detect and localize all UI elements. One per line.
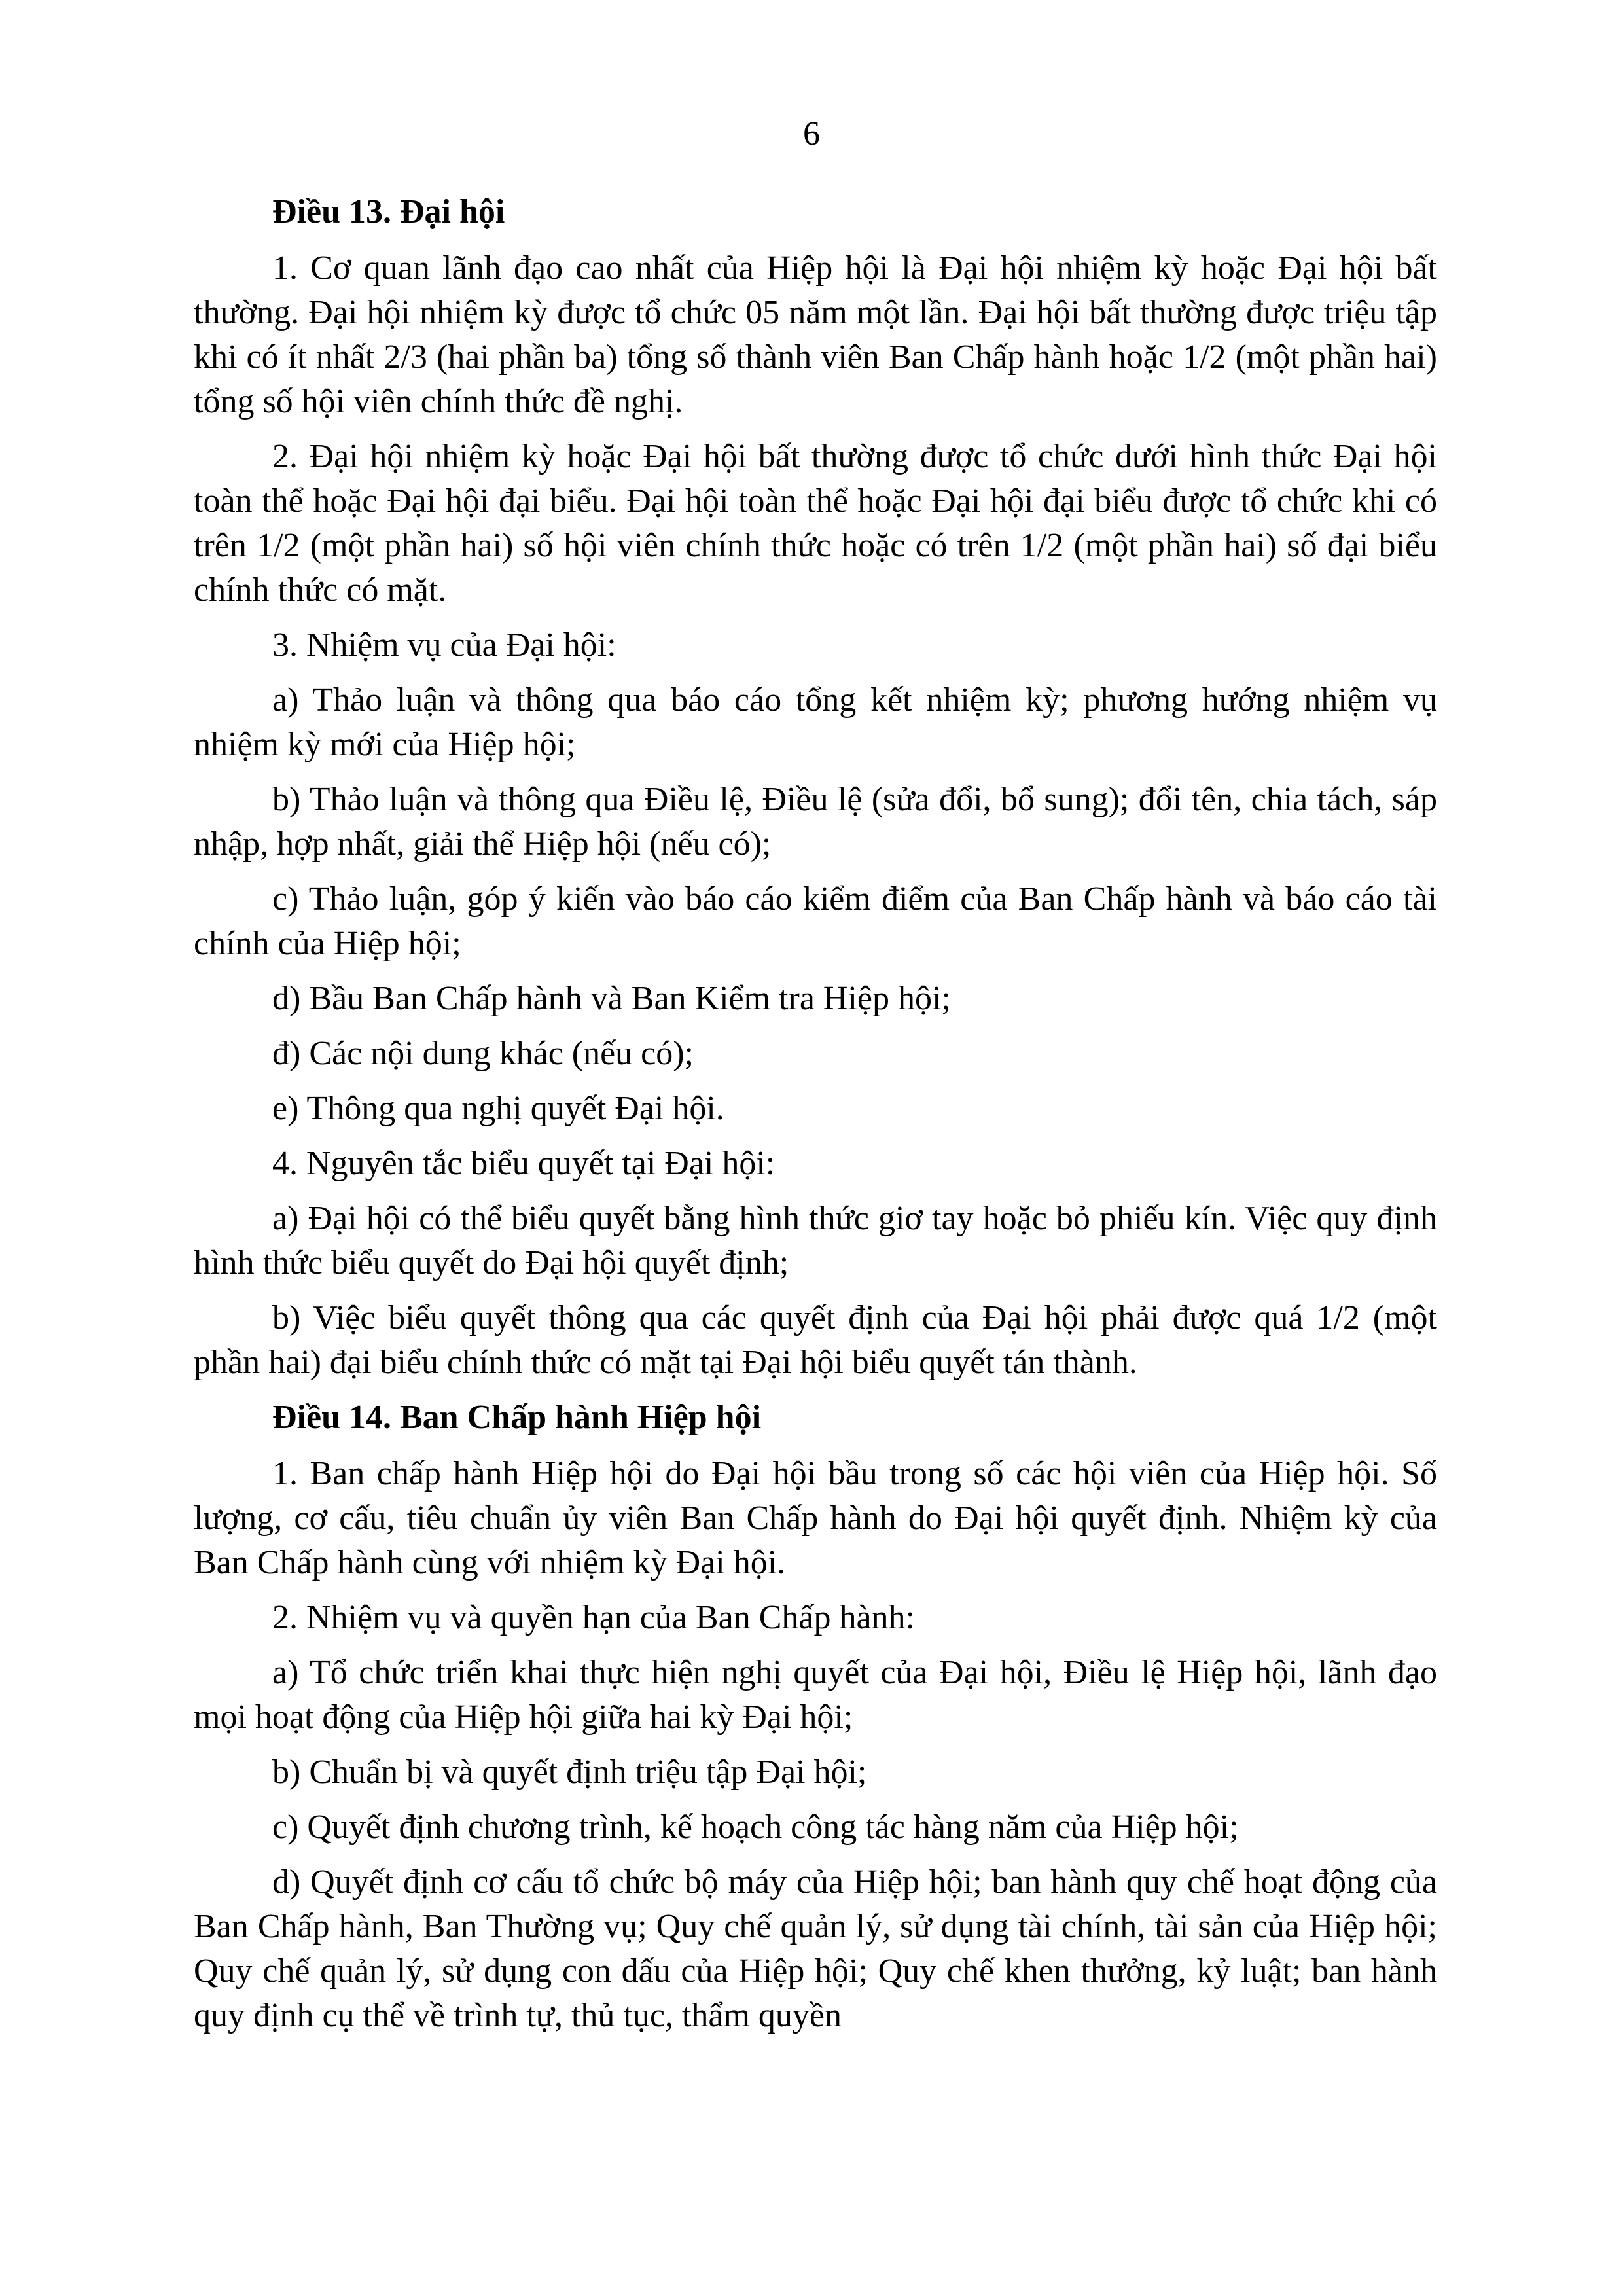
- paragraph: 1. Ban chấp hành Hiệp hội do Đại hội bầu trong số các hội viên của Hiệp hội. Số lượng, cơ cấu, tiêu chuẩn ủy viên Ban Chấp hành do Đại hội quyết định. Nhiệm kỳ của Ban Chấp hành cùng với nhiệm kỳ Đại hội.: [194, 1455, 1437, 1581]
- paragraph: a) Thảo luận và thông qua báo cáo tổng kết nhiệm kỳ; phương hướng nhiệm vụ nhiệm kỳ mới của Hiệp hội;: [194, 681, 1437, 763]
- paragraph: b) Chuẩn bị và quyết định triệu tập Đại hội;: [272, 1753, 867, 1791]
- article-14-heading: Điều 14. Ban Chấp hành Hiệp hội: [272, 1399, 762, 1436]
- paragraph: e) Thông qua nghị quyết Đại hội.: [272, 1090, 724, 1127]
- paragraph: c) Quyết định chương trình, kế hoạch công tác hàng năm của Hiệp hội;: [272, 1808, 1239, 1846]
- paragraph: 3. Nhiệm vụ của Đại hội:: [272, 626, 616, 664]
- article-13-heading: Điều 13. Đại hội: [272, 193, 505, 230]
- paragraph: 1. Cơ quan lãnh đạo cao nhất của Hiệp hội là Đại hội nhiệm kỳ hoặc Đại hội bất thường. Đại hội nhiệm kỳ được tổ chức 05 năm một lần. Đại hội bất thường được triệu tập khi có ít nhất 2/3 (hai phần ba) tổng số thành viên Ban Chấp hành hoặc 1/2 (một phần hai) tổng số hội viên chính thức đề nghị.: [194, 249, 1437, 420]
- paragraph: đ) Các nội dung khác (nếu có);: [272, 1035, 694, 1072]
- page-number: 6: [803, 115, 820, 152]
- paragraph: 4. Nguyên tắc biểu quyết tại Đại hội:: [272, 1145, 776, 1182]
- document-body: [194, 190, 1437, 2049]
- paragraph: a) Tổ chức triển khai thực hiện nghị quyết của Đại hội, Điều lệ Hiệp hội, lãnh đạo mọi hoạt động của Hiệp hội giữa hai kỳ Đại hội;: [194, 1654, 1437, 1736]
- paragraph: b) Thảo luận và thông qua Điều lệ, Điều lệ (sửa đổi, bổ sung); đổi tên, chia tách, sáp nhập, hợp nhất, giải thể Hiệp hội (nếu có);: [194, 781, 1437, 863]
- paragraph: 2. Nhiệm vụ và quyền hạn của Ban Chấp hành:: [272, 1599, 915, 1636]
- paragraph: 2. Đại hội nhiệm kỳ hoặc Đại hội bất thường được tổ chức dưới hình thức Đại hội toàn thể hoặc Đại hội đại biểu. Đại hội toàn thể hoặc Đại hội đại biểu được tổ chức khi có trên 1/2 (một phần hai) số hội viên chính thức hoặc có trên 1/2 (một phần hai) số đại biểu chính thức có mặt.: [194, 438, 1437, 609]
- paragraph: d) Bầu Ban Chấp hành và Ban Kiểm tra Hiệp hội;: [272, 980, 951, 1017]
- paragraph: a) Đại hội có thể biểu quyết bằng hình thức giơ tay hoặc bỏ phiếu kín. Việc quy định hình thức biểu quyết do Đại hội quyết định;: [194, 1200, 1437, 1282]
- paragraph: c) Thảo luận, góp ý kiến vào báo cáo kiểm điểm của Ban Chấp hành và báo cáo tài chính của Hiệp hội;: [194, 880, 1437, 962]
- paragraph: b) Việc biểu quyết thông qua các quyết định của Đại hội phải được quá 1/2 (một phần hai) đại biểu chính thức có mặt tại Đại hội biểu quyết tán thành.: [194, 1299, 1437, 1381]
- paragraph: d) Quyết định cơ cấu tổ chức bộ máy của Hiệp hội; ban hành quy chế hoạt động của Ban Chấp hành, Ban Thường vụ; Quy chế quản lý, sử dụng tài chính, tài sản của Hiệp hội; Quy chế quản lý, sử dụng con dấu của Hiệp hội; Quy chế khen thưởng, kỷ luật; ban hành quy định cụ thể về trình tự, thủ tục, thẩm quyền: [194, 1863, 1437, 2034]
